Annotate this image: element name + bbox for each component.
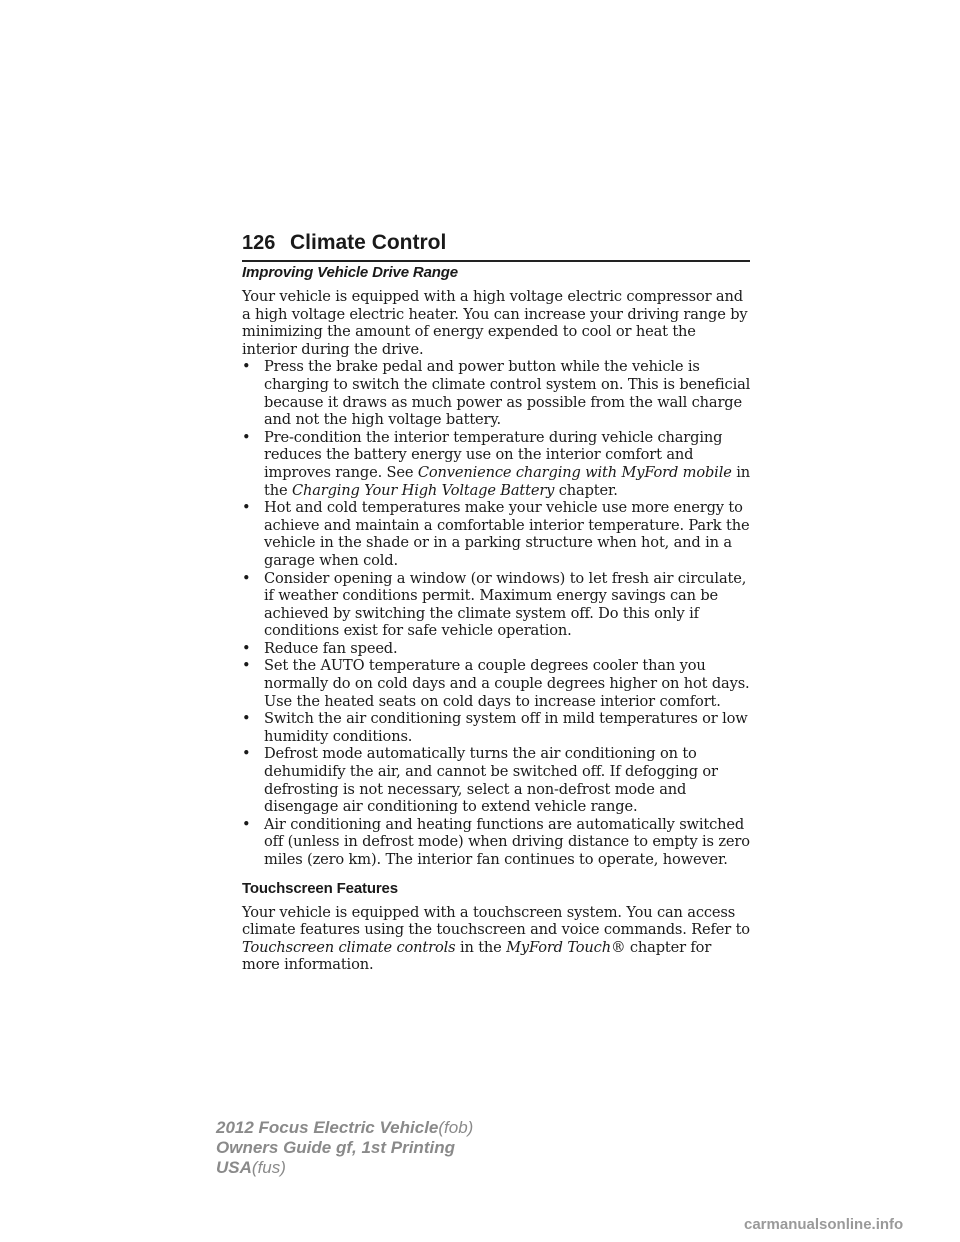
cross-reference: Convenience charging with MyFord mobile bbox=[417, 463, 732, 481]
list-item bbox=[242, 358, 752, 428]
footer-line-3 bbox=[216, 1158, 473, 1178]
text-segment: Pre-condition the interior temperature during vehicle charging reduces the battery energy use on the interior comfort and improves range. See bbox=[264, 428, 723, 481]
text-segment: chapter for more information. bbox=[242, 938, 712, 974]
cross-reference: Touchscreen climate controls bbox=[242, 938, 456, 956]
list-item bbox=[242, 429, 752, 499]
cross-reference: Charging Your High Voltage Battery bbox=[291, 481, 555, 499]
list-item bbox=[242, 499, 752, 569]
bullet-icon: • bbox=[242, 358, 251, 376]
list-item bbox=[242, 710, 752, 745]
cross-reference: MyFord Touch® bbox=[506, 938, 626, 956]
touchscreen-paragraph bbox=[242, 904, 752, 974]
text-segment: Your vehicle is equipped with a touchscreen system. You can access climate features using the touchscreen and voice commands. Refer to bbox=[242, 903, 750, 939]
list-item-text: Switch the air conditioning system off in mild temperatures or low humidity conditions. bbox=[264, 710, 748, 745]
chapter-title: Climate Control bbox=[290, 231, 447, 254]
bullet-icon: • bbox=[242, 639, 251, 657]
page-content bbox=[242, 263, 752, 974]
bullet-icon: • bbox=[242, 569, 251, 587]
bullet-icon: • bbox=[242, 710, 251, 728]
footer-line-2 bbox=[216, 1138, 473, 1158]
list-item-text: Reduce fan speed. bbox=[264, 639, 398, 657]
footer-code: (fus) bbox=[251, 1158, 286, 1177]
section-heading-touchscreen: Touchscreen Features bbox=[242, 879, 398, 897]
footer-text: Owners Guide gf, 1st Printing bbox=[216, 1138, 455, 1157]
list-item bbox=[242, 657, 752, 710]
text-segment: in the bbox=[264, 463, 750, 499]
footer-text: 2012 Focus Electric Vehicle bbox=[216, 1118, 439, 1137]
section-heading-drive-range: Improving Vehicle Drive Range bbox=[242, 264, 458, 281]
list-item-text: Consider opening a window (or windows) to let fresh air circulate, if weather conditions permit. Maximum energy savings can be achieved by switching the climate system off. Do this only if conditions exist for safe vehicle operation. bbox=[264, 569, 747, 640]
bullet-icon: • bbox=[242, 499, 251, 517]
page-number: 126 bbox=[242, 232, 276, 254]
text-segment: chapter. bbox=[554, 481, 618, 499]
intro-paragraph: Your vehicle is equipped with a high voltage electric compressor and a high voltage electric heater. You can increase your driving range by minimizing the amount of energy expended to cool or heat the interior during the drive. bbox=[242, 288, 748, 358]
text-segment: in the bbox=[455, 938, 507, 956]
page-header bbox=[242, 230, 750, 262]
list-item-text: Press the brake pedal and power button while the vehicle is charging to switch the climate control system on. This is beneficial because it draws as much power as possible from the wall charge and not the high voltage battery. bbox=[264, 358, 751, 429]
bullet-icon: • bbox=[242, 428, 251, 446]
list-item bbox=[242, 570, 752, 640]
list-item-text: Hot and cold temperatures make your vehicle use more energy to achieve and maintain a comfortable interior temperature. Park the vehicle in the shade or in a parking structure when hot, and in a garage when cold. bbox=[264, 499, 750, 569]
list-item-text: Air conditioning and heating functions are automatically switched off (unless in defrost mode) when driving distance to empty is zero miles (zero km). The interior fan continues to operate, however. bbox=[264, 815, 750, 868]
watermark: carmanualsonline.info bbox=[744, 1216, 904, 1233]
footer-text: USA bbox=[216, 1158, 252, 1177]
document-footer bbox=[216, 1118, 473, 1178]
list-item bbox=[242, 640, 752, 658]
list-item bbox=[242, 745, 752, 815]
list-item-text: Defrost mode automatically turns the air conditioning on to dehumidify the air, and cannot be switched off. If defogging or defrosting is not necessary, select a non-defrost mode and disengage air conditioning to extend vehicle range. bbox=[264, 745, 718, 816]
footer-line-1 bbox=[216, 1118, 473, 1138]
list-item bbox=[242, 816, 752, 869]
footer-code: (fob) bbox=[438, 1118, 474, 1137]
list-item-text: Set the AUTO temperature a couple degrees cooler than you normally do on cold days and a couple degrees higher on hot days. Use the heated seats on cold days to increase interior comfort. bbox=[264, 657, 750, 710]
list-item-text bbox=[264, 429, 750, 499]
bullet-icon: • bbox=[242, 815, 251, 833]
bullet-icon: • bbox=[242, 745, 251, 763]
bullet-icon: • bbox=[242, 657, 251, 675]
tips-list bbox=[242, 358, 752, 868]
